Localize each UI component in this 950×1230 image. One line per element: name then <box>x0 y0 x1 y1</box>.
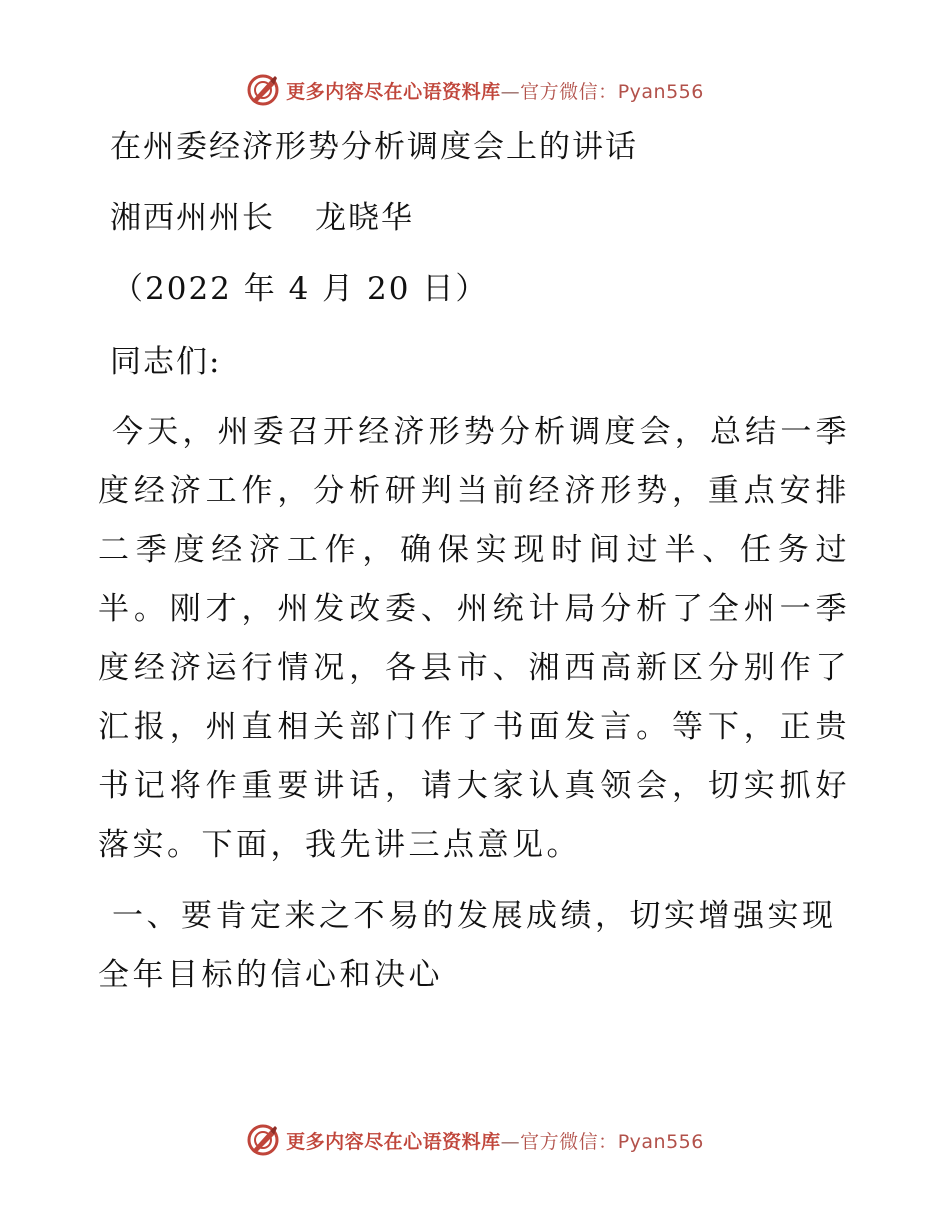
watermark-wechat-label: 官方微信： <box>520 80 618 103</box>
author-role: 湘西州州长 <box>110 200 275 236</box>
document-body <box>98 118 858 1005</box>
watermark-text <box>286 77 704 104</box>
watermark-header <box>0 70 950 110</box>
watermark-separator: — <box>500 80 521 103</box>
watermark-wechat-id: Pyan556 <box>617 80 704 103</box>
author-gap <box>275 189 315 247</box>
paragraph-1: 今天，州委召开经济形势分析调度会，总结一季度经济工作，分析研判当前经济形势，重点安排二季度经济工作，确保实现时间过半、任务过半。刚才，州发改委、州统计局分析了全州一季度经济运行情况，各县市、湘西高新区分别作了汇报，州直相关部门作了书面发言。等下，正贵书记将作重要讲话，请大家认真领会，切实抓好落实。下面，我先讲三点意见。 <box>98 414 850 863</box>
watermark-text <box>286 1127 704 1154</box>
document-author <box>110 189 858 247</box>
watermark-main-text: 更多内容尽在心语资料库 <box>286 80 501 103</box>
pen-logo-icon <box>246 73 280 107</box>
section-heading-1: 一、要肯定来之不易的发展成绩，切实增强实现全年目标的信心和决心 <box>98 898 837 993</box>
document-date: （2022 年 4 月 20 日） <box>112 271 489 307</box>
pen-logo-icon <box>246 1123 280 1157</box>
watermark-wechat-id: Pyan556 <box>617 1130 704 1153</box>
watermark-wechat-label: 官方微信： <box>520 1130 618 1153</box>
author-name: 龙晓华 <box>315 200 414 236</box>
document-title: 在州委经济形势分析调度会上的讲话 <box>110 129 638 165</box>
watermark-footer <box>0 1120 950 1160</box>
greeting: 同志们: <box>110 344 222 380</box>
watermark-main-text: 更多内容尽在心语资料库 <box>286 1130 501 1153</box>
watermark-separator: — <box>500 1130 521 1153</box>
